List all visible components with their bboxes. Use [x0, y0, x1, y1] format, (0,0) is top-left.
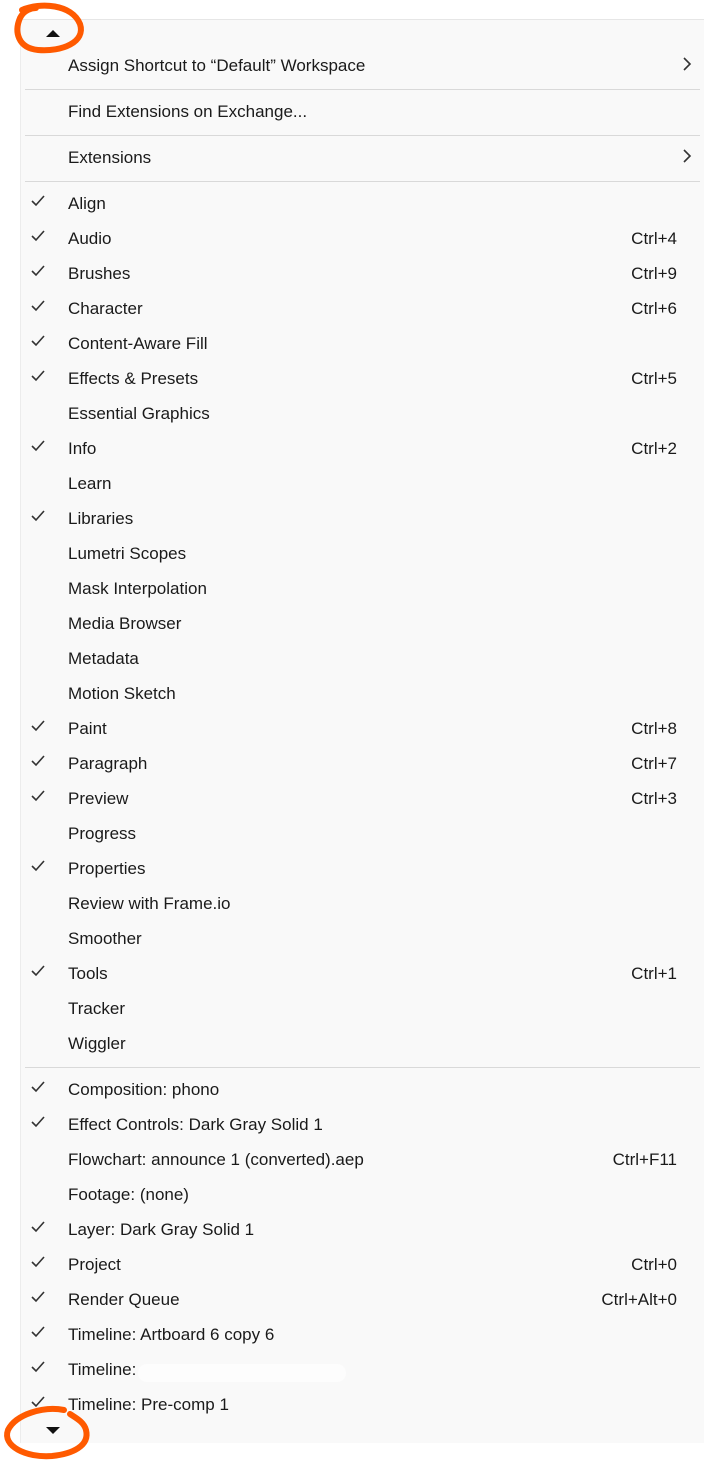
menu-item-label: Extensions	[68, 148, 152, 167]
menu-item-label: Paragraph	[68, 754, 148, 773]
menu-item-media-browser[interactable]	[21, 607, 704, 642]
checkmark-icon	[30, 787, 46, 805]
menu-item-label: Content-Aware Fill	[68, 334, 208, 353]
menu-item-label: Brushes	[68, 264, 131, 283]
menu-item-label: Assign Shortcut to “Default” Workspace	[68, 56, 366, 75]
menu-item-label: Tools	[68, 964, 108, 983]
menu-item-label: Character	[68, 299, 143, 318]
menu-item-properties[interactable]	[21, 852, 704, 887]
menu-item-label: Tracker	[68, 999, 125, 1018]
menu-item-label: Media Browser	[68, 614, 182, 633]
checkmark-icon	[30, 262, 46, 280]
menu-item-review-with-frame-io[interactable]	[21, 887, 704, 922]
menu-item-flowchart-announce-1-converted-aep[interactable]	[21, 1143, 704, 1178]
menu-item-composition-phono[interactable]	[21, 1073, 704, 1108]
menu-item-progress[interactable]	[21, 817, 704, 852]
menu-item-essential-graphics[interactable]	[21, 397, 704, 432]
menu-item-label: Paint	[68, 719, 107, 738]
menu-item-label: Align	[68, 194, 106, 213]
menu-item-label: Timeline: Pre-comp 1	[68, 1395, 229, 1414]
checkmark-icon	[30, 1218, 46, 1236]
menu-item-label: Mask Interpolation	[68, 579, 207, 598]
menu-separator	[25, 181, 700, 182]
menu-item-render-queue[interactable]	[21, 1283, 704, 1318]
checkmark-icon	[30, 752, 46, 770]
scroll-down-button[interactable]	[21, 1417, 85, 1443]
menu-item-label: Audio	[68, 229, 112, 248]
menu-item-layer-dark-gray-solid-1[interactable]	[21, 1213, 704, 1248]
menu-item-effects-presets[interactable]	[21, 362, 704, 397]
menu-item-shortcut: Ctrl+1	[631, 964, 677, 983]
checkmark-icon	[30, 1288, 46, 1306]
menu-item-label: Lumetri Scopes	[68, 544, 187, 563]
menu-item-label: Timeline:	[68, 1360, 137, 1379]
checkmark-icon	[30, 1113, 46, 1131]
scroll-up-button[interactable]	[21, 20, 85, 46]
checkmark-icon	[30, 1323, 46, 1341]
redacted-text	[138, 1364, 346, 1382]
menu-item-timeline-artboard-6-copy-6[interactable]	[21, 1318, 704, 1353]
menu-item-info[interactable]	[21, 432, 704, 467]
menu-item-tools[interactable]	[21, 957, 704, 992]
menu-item-character[interactable]	[21, 292, 704, 327]
menu-item-label: Project	[68, 1255, 121, 1274]
menu-item-shortcut: Ctrl+0	[631, 1255, 677, 1274]
menu-item-label: Metadata	[68, 649, 139, 668]
menu-item-label: Smoother	[68, 929, 142, 948]
menu-item-metadata[interactable]	[21, 642, 704, 677]
menu-item-paint[interactable]	[21, 712, 704, 747]
window-menu	[20, 19, 704, 1443]
menu-item-label: Progress	[68, 824, 137, 843]
menu-item-label: Preview	[68, 789, 129, 808]
checkmark-icon	[30, 1358, 46, 1376]
menu-item-libraries[interactable]	[21, 502, 704, 537]
menu-item-label: Properties	[68, 859, 146, 878]
menu-item-extensions[interactable]	[21, 141, 704, 176]
menu-separator	[25, 89, 700, 90]
menu-item-shortcut: Ctrl+2	[631, 439, 677, 458]
menu-separator	[25, 1067, 700, 1068]
menu-item-brushes[interactable]	[21, 257, 704, 292]
menu-item-label: Effects & Presets	[68, 369, 199, 388]
menu-item-effect-controls-dark-gray-solid-1[interactable]	[21, 1108, 704, 1143]
checkmark-icon	[30, 1253, 46, 1271]
menu-item-label: Flowchart: announce 1 (converted).aep	[68, 1150, 364, 1169]
menu-item-label: Libraries	[68, 509, 134, 528]
checkmark-icon	[30, 857, 46, 875]
menu-item-timeline[interactable]	[21, 1353, 704, 1388]
menu-item-shortcut: Ctrl+5	[631, 369, 677, 388]
menu-item-label: Render Queue	[68, 1290, 180, 1309]
chevron-right-icon	[681, 55, 693, 73]
menu-item-label: Wiggler	[68, 1034, 126, 1053]
menu-item-shortcut: Ctrl+9	[631, 264, 677, 283]
checkmark-icon	[30, 1078, 46, 1096]
menu-item-label: Layer: Dark Gray Solid 1	[68, 1220, 255, 1239]
checkmark-icon	[30, 717, 46, 735]
menu-item-assign-shortcut[interactable]	[21, 49, 704, 84]
menu-item-label: Timeline: Artboard 6 copy 6	[68, 1325, 275, 1344]
menu-item-preview[interactable]	[21, 782, 704, 817]
menu-item-shortcut: Ctrl+6	[631, 299, 677, 318]
chevron-right-icon	[681, 147, 693, 165]
menu-item-mask-interpolation[interactable]	[21, 572, 704, 607]
checkmark-icon	[30, 367, 46, 385]
menu-item-shortcut: Ctrl+8	[631, 719, 677, 738]
menu-item-paragraph[interactable]	[21, 747, 704, 782]
menu-item-label: Effect Controls: Dark Gray Solid 1	[68, 1115, 323, 1134]
menu-item-footage-none[interactable]	[21, 1178, 704, 1213]
checkmark-icon	[30, 437, 46, 455]
menu-item-motion-sketch[interactable]	[21, 677, 704, 712]
menu-item-align[interactable]	[21, 187, 704, 222]
menu-item-label: Learn	[68, 474, 112, 493]
menu-item-label: Composition: phono	[68, 1080, 220, 1099]
menu-item-shortcut: Ctrl+Alt+0	[601, 1290, 677, 1309]
menu-item-audio[interactable]	[21, 222, 704, 257]
checkmark-icon	[30, 1393, 46, 1411]
menu-item-label: Info	[68, 439, 97, 458]
checkmark-icon	[30, 227, 46, 245]
menu-item-shortcut: Ctrl+3	[631, 789, 677, 808]
checkmark-icon	[30, 332, 46, 350]
menu-item-find-extensions[interactable]	[21, 95, 704, 130]
menu-item-content-aware-fill[interactable]	[21, 327, 704, 362]
checkmark-icon	[30, 962, 46, 980]
menu-item-learn[interactable]	[21, 467, 704, 502]
triangle-up-icon	[46, 30, 60, 37]
menu-item-timeline-pre-comp-1[interactable]	[21, 1388, 704, 1423]
menu-item-tracker[interactable]	[21, 992, 704, 1027]
menu-item-label: Find Extensions on Exchange...	[68, 102, 308, 121]
menu-item-label: Review with Frame.io	[68, 894, 231, 913]
menu-item-label: Motion Sketch	[68, 684, 176, 703]
menu-item-project[interactable]	[21, 1248, 704, 1283]
menu-item-smoother[interactable]	[21, 922, 704, 957]
menu-item-label: Essential Graphics	[68, 404, 210, 423]
menu-item-lumetri-scopes[interactable]	[21, 537, 704, 572]
menu-item-label: Footage: (none)	[68, 1185, 189, 1204]
menu-item-wiggler[interactable]	[21, 1027, 704, 1062]
menu-separator	[25, 135, 700, 136]
triangle-down-icon	[46, 1427, 60, 1434]
checkmark-icon	[30, 507, 46, 525]
checkmark-icon	[30, 192, 46, 210]
menu-item-shortcut: Ctrl+4	[631, 229, 677, 248]
menu-item-shortcut: Ctrl+F11	[612, 1150, 677, 1169]
checkmark-icon	[30, 297, 46, 315]
menu-item-shortcut: Ctrl+7	[631, 754, 677, 773]
